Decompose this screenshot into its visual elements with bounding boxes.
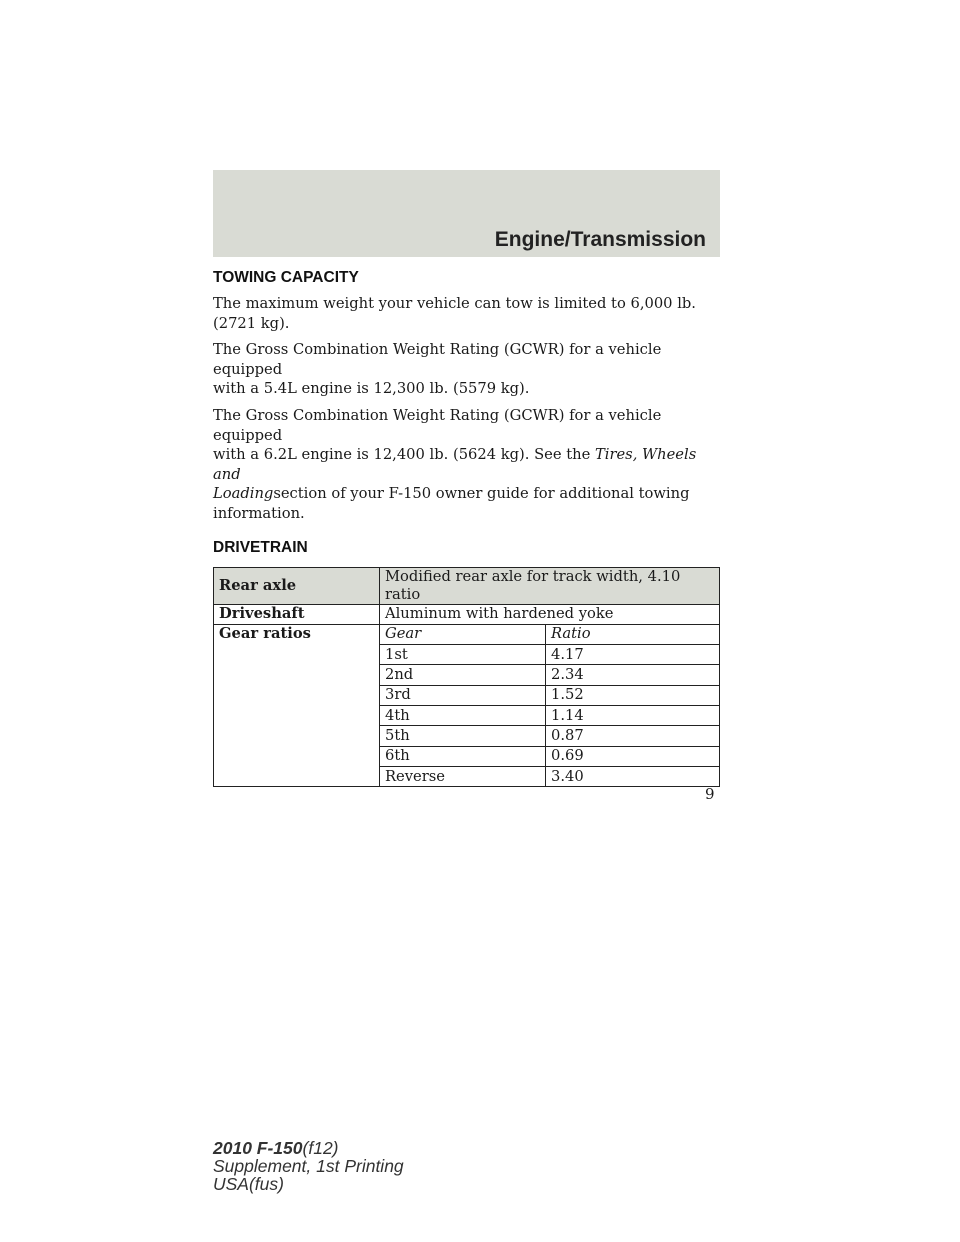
gear-header-text: Gear: [385, 625, 422, 643]
driveshaft-label: Driveshaft: [214, 604, 380, 624]
towing-p2-line2: with a 5.4L engine is 12,300 lb. (5579 kg).: [213, 380, 530, 398]
ratio-cell: 0.69: [546, 746, 720, 766]
driveshaft-value: Aluminum with hardened yoke: [380, 604, 720, 624]
towing-p1-line2: (2721 kg).: [213, 314, 290, 332]
page-content: [213, 268, 720, 787]
rear-axle-label: Rear axle: [214, 567, 380, 604]
gear-cell: Reverse: [380, 766, 546, 786]
table-row-rear-axle: [214, 567, 720, 604]
ratio-cell: 0.87: [546, 726, 720, 746]
gear-cell: 5th: [380, 726, 546, 746]
footer-market: [213, 1174, 284, 1194]
towing-capacity-heading: TOWING CAPACITY: [213, 269, 359, 286]
ratio-cell: 1.52: [546, 685, 720, 705]
gear-cell: 4th: [380, 706, 546, 726]
gear-cell: 3rd: [380, 685, 546, 705]
print-footer: [213, 1139, 404, 1193]
towing-p3-line2: with a 6.2L engine is 12,400 lb. (5624 kg). See the: [213, 446, 595, 464]
ratio-cell: 2.34: [546, 665, 720, 685]
section-title: Engine/Transmission: [494, 228, 706, 251]
footer-market-code: (fus): [248, 1174, 284, 1194]
drivetrain-table: [213, 567, 720, 788]
drivetrain-heading: DRIVETRAIN: [213, 538, 308, 556]
gear-cell: 2nd: [380, 665, 546, 685]
loading-reference: Loading: [213, 485, 274, 503]
towing-p2-line1: The Gross Combination Weight Rating (GCWR) for a vehicle equipped: [213, 341, 662, 378]
rear-axle-value: Modified rear axle for track width, 4.10 ratio: [380, 567, 720, 604]
ratio-column-header: [546, 624, 720, 644]
gear-column-header: [380, 624, 546, 644]
towing-p3-line4: information.: [213, 504, 305, 522]
gear-ratios-label: Gear ratios: [214, 624, 380, 786]
gear-cell: 1st: [380, 645, 546, 665]
tires-wheels-loading-reference: Tires, Wheels and: [213, 446, 697, 483]
towing-p1-line1: The maximum weight your vehicle can tow is limited to 6,000 lb.: [213, 295, 696, 312]
table-row-gear-header: [214, 624, 720, 644]
page-number: 9: [705, 785, 715, 803]
ratio-cell: 1.14: [546, 706, 720, 726]
section-header-band: [213, 170, 720, 257]
towing-paragraph-2: [213, 340, 720, 399]
table-row-driveshaft: [214, 604, 720, 624]
ratio-cell: 4.17: [546, 645, 720, 665]
ratio-header-text: Ratio: [551, 625, 591, 643]
towing-paragraph-3: [213, 406, 720, 524]
footer-model-code: (f12): [302, 1138, 339, 1158]
footer-market-name: USA: [213, 1174, 249, 1194]
footer-printing: Supplement, 1st Printing: [213, 1156, 404, 1176]
towing-paragraph-1: [213, 294, 720, 333]
footer-model-bold: 2010 F-150: [213, 1138, 303, 1158]
towing-p3-line3: section of your F-150 owner guide for additional towing: [273, 485, 690, 503]
gear-cell: 6th: [380, 746, 546, 766]
footer-model: [213, 1138, 339, 1158]
towing-p3-line1: The Gross Combination Weight Rating (GCWR) for a vehicle equipped: [213, 406, 662, 444]
ratio-cell: 3.40: [546, 766, 720, 786]
